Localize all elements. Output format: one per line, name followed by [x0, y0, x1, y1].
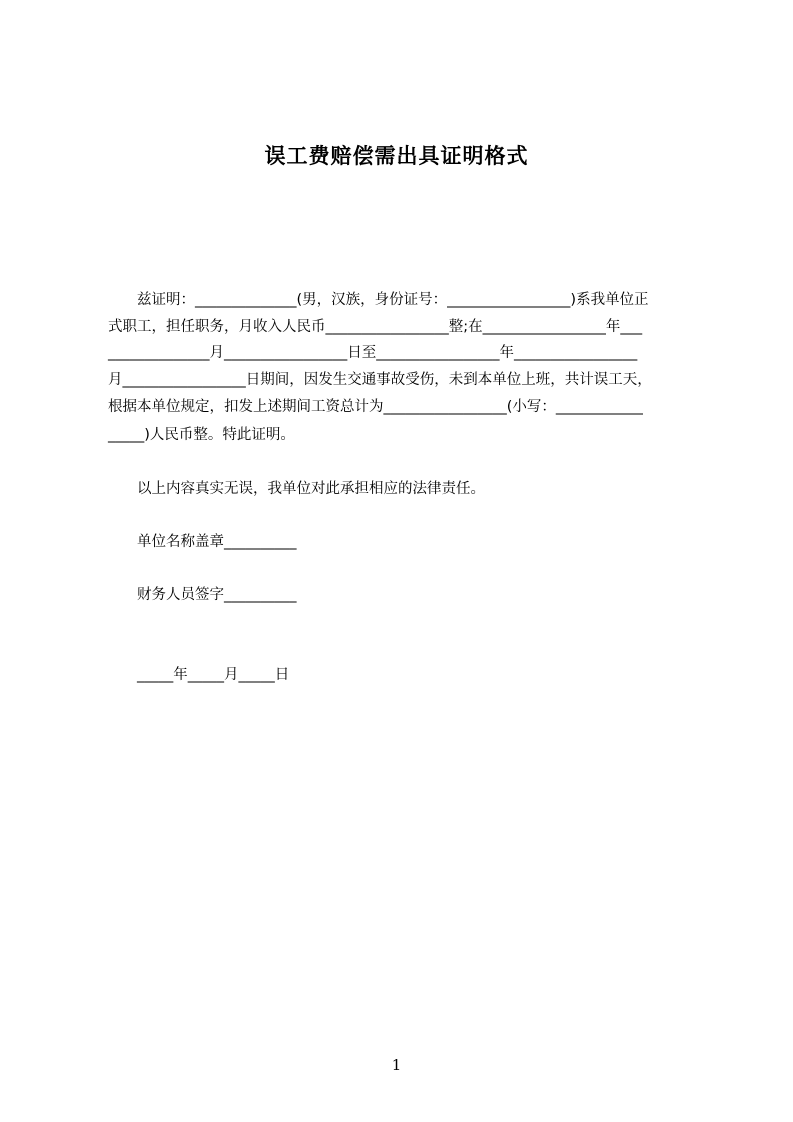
unit-seal-line: 单位名称盖章__________ — [137, 534, 297, 550]
page-title: 误工费赔偿需出具证明格式 — [264, 144, 529, 168]
paragraph-line-2: 式职工，担任职务，月收入人民币_________________整;在_________________年___ — [108, 319, 643, 335]
paragraph-line-4: 月_________________日期间，因发生交通事故受伤，未到本单位上班，共计误工天， — [108, 372, 652, 388]
paragraph-line-5: 根据本单位规定，扣发上述期间工资总计为_________________(小写：____________ — [108, 399, 643, 415]
paragraph-line-1: 兹证明：______________(男，汉族，身份证号：_________________)系我单位正 — [137, 292, 649, 308]
declaration-text: 以上内容真实无误，我单位对此承担相应的法律责任。 — [137, 481, 485, 497]
finance-signature-line: 财务人员签字__________ — [137, 587, 297, 603]
paragraph-line-6: _____)人民币整。特此证明。 — [108, 427, 295, 443]
page-number: 1 — [391, 1056, 402, 1074]
date-line: _____年_____月_____日 — [137, 667, 290, 683]
paragraph-line-3: ______________月_________________日至_________________年_________________ — [108, 345, 638, 361]
